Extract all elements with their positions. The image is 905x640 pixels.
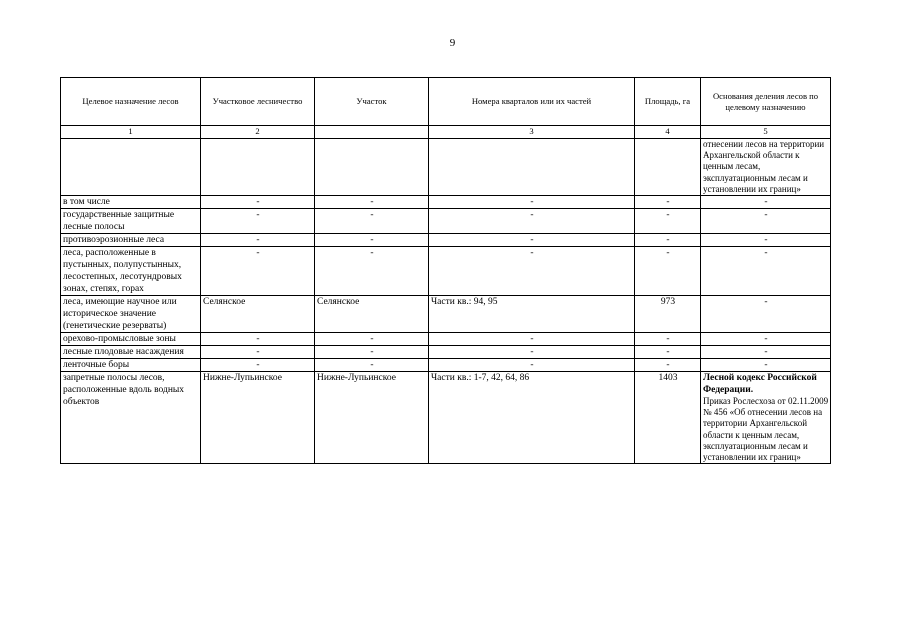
quarters-cell: - [429,196,635,209]
table-row [61,209,831,234]
forestry-cell: - [201,196,315,209]
site-cell: - [315,333,429,346]
basis-cell: - [701,234,831,247]
area-cell: - [635,196,701,209]
basis-cell: - [701,247,831,296]
table-row [61,296,831,333]
site-cell: - [315,196,429,209]
forestry-cell: - [201,209,315,234]
purpose-cell: противоэрозионные леса [61,234,201,247]
table-row [61,234,831,247]
column-number: 1 [61,126,201,139]
column-number [315,126,429,139]
table-cell [635,139,701,196]
quarters-cell: - [429,234,635,247]
quarters-cell: - [429,333,635,346]
forestry-cell: Селянское [201,296,315,333]
continuation-row [61,139,831,196]
site-cell: - [315,234,429,247]
header-basis: Основания деления лесов по целевому назначению [701,78,831,126]
table-row [61,333,831,346]
header-area: Площадь, га [635,78,701,126]
purpose-cell: запретные полосы лесов, расположенные вдоль водных объектов [61,372,201,464]
table-row [61,247,831,296]
site-cell: - [315,359,429,372]
header-forestry: Участковое лесничество [201,78,315,126]
column-number: 5 [701,126,831,139]
table-row [61,372,831,464]
header-purpose: Целевое назначение лесов [61,78,201,126]
area-cell: - [635,359,701,372]
quarters-cell: - [429,247,635,296]
basis-cell: - [701,296,831,333]
area-cell: 973 [635,296,701,333]
area-cell: 1403 [635,372,701,464]
purpose-cell: леса, имеющие научное или историческое значение (генетические резерваты) [61,296,201,333]
basis-cell: - [701,346,831,359]
quarters-cell: - [429,359,635,372]
area-cell: - [635,209,701,234]
site-cell: - [315,247,429,296]
forestry-cell: Нижне-Лупьинское [201,372,315,464]
header-quarters: Номера кварталов или их частей [429,78,635,126]
site-cell: - [315,209,429,234]
basis-cell: - [701,196,831,209]
area-cell: - [635,346,701,359]
quarters-cell: Части кв.: 1-7, 42, 64, 86 [429,372,635,464]
forestry-cell: - [201,346,315,359]
basis-cell [701,372,831,464]
forestry-cell: - [201,247,315,296]
basis-law-title: Лесной кодекс Российской Федерации. [703,373,817,396]
column-number: 3 [429,126,635,139]
area-cell: - [635,247,701,296]
forestry-cell: - [201,359,315,372]
column-number-row [61,126,831,139]
site-cell: - [315,346,429,359]
basis-order-text: Приказ Рослесхоза от 02.11.2009 № 456 «Об отнесении лесов на территории Архангельской области к ценным лесам, эксплуатационным лесам и установлении их границ» [703,396,829,463]
table-cell [201,139,315,196]
table-row [61,196,831,209]
site-cell: Селянское [315,296,429,333]
header-site: Участок [315,78,429,126]
purpose-cell: леса, расположенные в пустынных, полупустынных, лесостепных, лесотундровых зонах, степях, горах [61,247,201,296]
purpose-cell: в том числе [61,196,201,209]
quarters-cell: - [429,209,635,234]
area-cell: - [635,234,701,247]
basis-cell: - [701,209,831,234]
table-cell [429,139,635,196]
column-number: 4 [635,126,701,139]
purpose-cell: лесные плодовые насаждения [61,346,201,359]
forestry-cell: - [201,333,315,346]
purpose-cell: ленточные боры [61,359,201,372]
quarters-cell: - [429,346,635,359]
basis-cell: - [701,333,831,346]
column-number: 2 [201,126,315,139]
table-row [61,346,831,359]
table-cell [61,139,201,196]
table-header-row [61,78,831,126]
basis-cell: - [701,359,831,372]
forestry-cell: - [201,234,315,247]
basis-cell: отнесении лесов на территории Архангельской области к ценным лесам, эксплуатационным лесам и установлении их границ» [701,139,831,196]
table-cell [315,139,429,196]
quarters-cell: Части кв.: 94, 95 [429,296,635,333]
page-number: 9 [449,37,456,49]
forest-purpose-table [60,77,831,464]
purpose-cell: орехово-промысловые зоны [61,333,201,346]
table-row [61,359,831,372]
purpose-cell: государственные защитные лесные полосы [61,209,201,234]
site-cell: Нижне-Лупьинское [315,372,429,464]
area-cell: - [635,333,701,346]
